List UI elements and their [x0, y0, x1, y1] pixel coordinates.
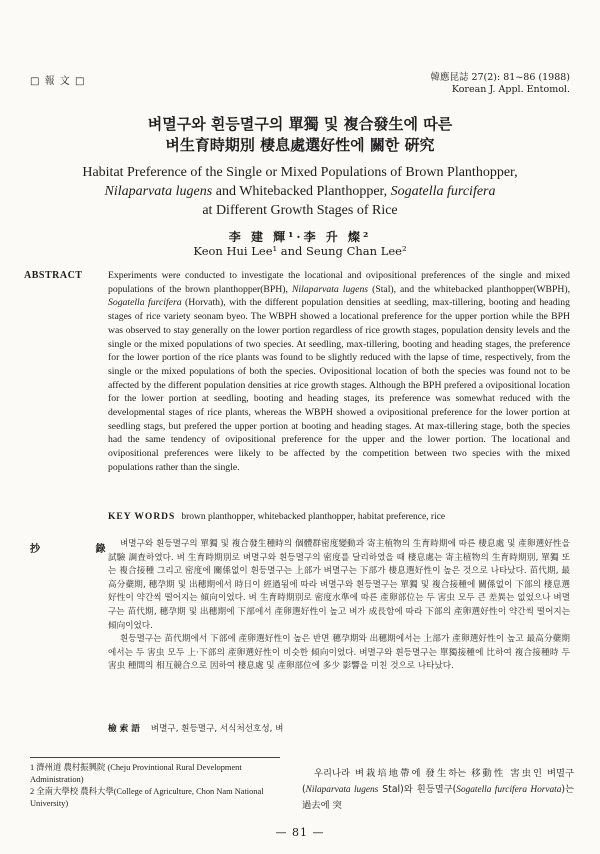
abstract-label: ABSTRACT — [24, 270, 83, 281]
title-english-line2: Nilaparvata lugens and Whitebacked Planthopper, Sogatella furcifera — [104, 184, 496, 199]
korean-keywords — [108, 722, 570, 734]
footnote-divider — [30, 757, 280, 758]
journal-citation-ko: 韓應昆誌 27(2): 81~86 (1988) — [430, 72, 570, 83]
footnotes — [30, 762, 285, 810]
species-wbph: Sogatella furcifera — [390, 184, 496, 199]
title-english-line3: at Different Growth Stages of Rice — [202, 203, 398, 218]
keywords — [108, 512, 570, 522]
summary-paragraph-1: 벼멸구와 흰등멸구의 單獨 및 複合發生種時의 個體群密度變動과 寄主植物의 生育時期에 따른 棲息處 및 產卵選好性을 試驗 調査하였다. 벼 生育時期別로 벼멸구와 흰등멸구의 密度를 달리하였을 때 棲息處는 寄主植物의 生育時期別, 單獨 또는 複合接種 그리고 密度에 關係없이 흰등멸구는 上部가 벼멸구는 下部가 棲息選好性이 높은 것으로 나타났다. 苗代期, 最高分蘗期, 穗孕期 및 出穗期에서 時日이 經過됨에 따라 벼멸구와 흰등멸구는 單獨 및 複合接種에 關係없이 下部의 棲息選好性이 약간씩 떨어지는 傾向이었다. 벼 生育時期別로 密度水準에 따른 產卵部位는 두 害虫 모두 큰 差異는 없었으나 벼멸구는 苗代期, 穗孕期 및 出穗期에 下部에서 產卵選好性이 높고 벼가 成長함에 따라 下部의 產卵選好性이 약간씩 떨어지는 傾向이었다. — [108, 539, 570, 631]
keywords-label: KEY WORDS — [108, 512, 176, 522]
summary-paragraph-2: 흰등멸구는 苗代期에서 下部에 產卵選好性이 높은 반면 穗孕期와 出穗期에서는 上部가 產卵選好性이 높고 最高分蘗期에서는 두 害虫 모두 上·下部의 產卵選好性이 비슷한 傾向이었다. 벼멸구와 흰등멸구는 單獨接種에 比하여 複合接種時 두 害虫 種間의 相互競合으로 因하여 棲息處 및 產卵部位에 多少 影響을 미친 것으로 나타났다. — [108, 634, 570, 672]
korean-keywords-label: 檢索語 — [108, 724, 143, 734]
korean-keywords-text: 벼멸구, 흰등멸구, 서식처선호성, 벼 — [150, 724, 284, 734]
journal-citation — [430, 72, 570, 96]
summary-body — [108, 538, 570, 674]
footnote-1: 1 濟州道 農村振興院 (Cheju Provintional Rural Development Administration) — [30, 763, 242, 784]
summary-label: 抄 錄 — [30, 544, 132, 555]
species-bph: Nilaparvata lugens — [104, 184, 213, 199]
article-type-label: □ 報 文 □ — [30, 76, 86, 87]
authors-english: Keon Hui Lee¹ and Seung Chan Lee² — [193, 244, 407, 258]
title-korean-line1: 벼멸구와 흰등멸구의 單獨 및 複合發生에 따른 — [147, 115, 453, 133]
title-english-line1: Habitat Preference of the Single or Mixed Populations of Brown Planthopper, — [82, 165, 518, 180]
title-korean — [0, 114, 600, 156]
title-korean-line2: 벼生育時期別 棲息處選好性에 關한 硏究 — [165, 136, 435, 154]
authors-korean: 李 建 輝¹·李 升 燦² — [228, 230, 372, 244]
journal-citation-en: Korean J. Appl. Entomol. — [451, 84, 570, 95]
page-number: — 81 — — [275, 826, 325, 839]
footnote-2: 2 全南大學校 農科大學(College of Agriculture, Chon Nam National University) — [30, 787, 264, 808]
keywords-text: brown planthopper, whitebacked planthopper, habitat preference, rice — [181, 512, 446, 522]
title-english — [0, 163, 600, 220]
abstract-body: Experiments were conducted to investigate the locational and ovipositional preferences of the single and mixed populations of the brown planthopper(BPH), Nilaparvata lugens (Stal), and the whitebacked planthopper(WBPH), Sogatella furcifera (Horvath), with the different population densities at seedling, max-tillering, booting and heading stages of rice variety seonam byeo. The WBPH showed a locational preference for the upper portion while the BPH was observed to stay generally on the lower portion regardless of rice growth stages, population density levels and the single or the mixed populations of two species. At seedling, max-tillering, booting and heading stages, the preference for the lower portion of the rice plants was found to be slightly reduced with the lapse of time, respectively, from the single or the mixed populations of both the species. Ovipositional location of both the species was found not to be affected by the different population densities at rice growth stages. Although the BPH prefered a ovipositional location for the lower portion at seedling, booting and heading stages, its preference was somewhat reduced with the developmental stages of rice plants, whereas the WBPH showed a ovipositional preference for the lower portion at seedling stags, but prefered the upper portion at booting and heading stages. At max-tillering stage, both the species had the same tendency of ovipositional preference for the upper and the lower portion. The locational and ovipositional preferences were likely to be affected by the competition between two species with the mixed populations rather than the single. — [108, 270, 571, 473]
introduction-text: 우리나라 벼栽培地帶에 發生하는 移動性 害虫인 벼멸구(Nilaparvata lugens Stal)와 흰등멸구(Sogatella furcifera Horvata)는 過去에 突 — [302, 768, 574, 811]
